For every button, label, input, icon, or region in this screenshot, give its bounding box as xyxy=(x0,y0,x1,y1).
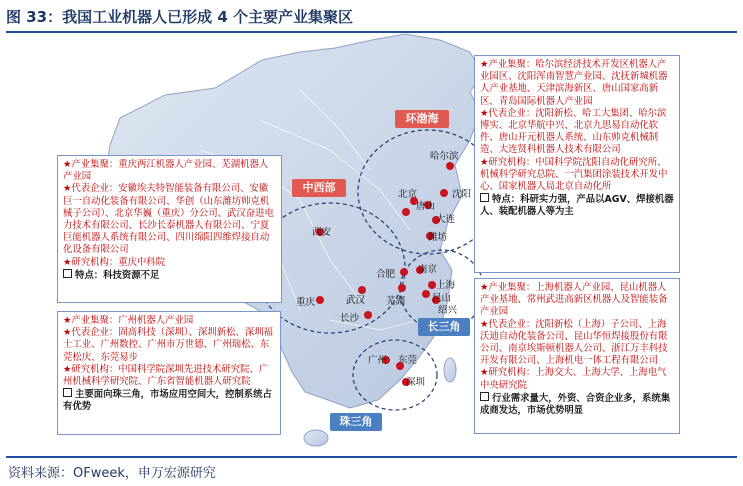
region-tag-central-west: 中西部 xyxy=(292,179,346,197)
marker-wuhu xyxy=(398,284,406,292)
city-label-wuhan: 武汉 xyxy=(346,295,366,306)
yrd-companies: 代表企业：沈阳新松（上海）子公司、上海沃迪自动化装备公司、昆山华恒焊接股份有限公司、南京埃斯顿机器人公司、浙江万丰科技开发有限公司、上海机电一体工程有限公司 xyxy=(480,318,668,367)
region-tag-yrd: 长三角 xyxy=(418,318,470,336)
marker-beijing-2 xyxy=(402,208,410,216)
city-label-kunshan: 昆山 xyxy=(432,293,452,304)
marker-chongqing xyxy=(316,296,324,304)
central-west-institutes: 研究机构：重庆中科院 xyxy=(71,256,166,268)
city-label-guangzhou: 广州 xyxy=(368,355,388,366)
city-label-wuhu: 芜湖 xyxy=(386,296,406,307)
marker-shenyang xyxy=(440,189,448,197)
yrd-cluster: 产业集聚：上海机器人产业园、昆山机器人产业基地、常州武进高新区机器人及智能装备产业园 xyxy=(480,282,668,318)
prd-feature: 主要面向珠三角，市场应用空间大，控制系统占有优势 xyxy=(63,389,272,413)
city-label-harbin: 哈尔滨 xyxy=(430,151,459,162)
hainan-shape xyxy=(304,430,328,446)
prd-info-box: ★产业集聚：广州机器人产业园 ★代表企业：固高科技（深圳）、深圳新松、深圳福士工业、广州数控、广州市万世德、广州瑞松、东莞松庆、东莞易步 ★研究机构：中国科学院深圳先进技术研究院、广州机械科学研究院、广东省智能机器人研究院 主要面向珠三角，市场应用空间大，控制系统占有优势 xyxy=(57,311,281,435)
city-label-beijing: 北京 xyxy=(398,189,418,200)
bohai-institutes: 研究机构：中国科学院沈阳自动化研究所、机械科学研究总院、一汽集团涂装技术开发中心、国家机器人局北京自动化所 xyxy=(480,156,668,193)
bohai-feature: 特点：科研实力强，产品以AGV、焊接机器人、装配机器人等为主 xyxy=(480,194,674,218)
yrd-feature: 行业需求量大，外资、合资企业多，系统集成商发达，市场优势明显 xyxy=(480,392,671,417)
prd-cluster: 产业集聚：广州机器人产业园 xyxy=(71,315,194,326)
taiwan-shape xyxy=(444,358,456,382)
city-label-chongqing: 重庆 xyxy=(296,297,316,308)
footer-rule xyxy=(6,456,737,458)
marker-hefei xyxy=(400,268,408,276)
figure-title: 图 33：我国工业机器人已形成 4 个主要产业集聚区 xyxy=(6,8,353,26)
city-label-weifang: 潍坊 xyxy=(428,232,448,243)
city-label-changsha: 长沙 xyxy=(340,313,360,324)
marker-shanghai xyxy=(428,281,436,289)
prd-companies: 代表企业：固高科技（深圳）、深圳新松、深圳福士工业、广州数控、广州市万世德、广州瑞松、东莞松庆、东莞易步 xyxy=(63,327,273,363)
city-label-shenyang: 沈阳 xyxy=(452,189,472,200)
region-tag-bohai: 环渤海 xyxy=(395,110,449,128)
marker-kunshan xyxy=(422,290,430,298)
source-note: 资料来源：OFweek，申万宏源研究 xyxy=(8,466,216,481)
marker-harbin xyxy=(446,162,454,170)
central-west-cluster: 产业集聚：重庆两江机器人产业园、芜湖机器人产业园 xyxy=(63,159,269,183)
bohai-companies: 代表企业：沈阳新松、哈工大集团、哈尔滨博实、北京华航中兴、北京九思易自动化软件、唐山开元机器人系统、山东帅克机械制造、大连贤科机器人技术有限公司 xyxy=(480,107,667,156)
marker-changsha xyxy=(364,311,372,319)
yrd-info-box: ★产业集聚：上海机器人产业园、昆山机器人产业基地、常州武进高新区机器人及智能装备产业园 ★代表企业：沈阳新松（上海）子公司、上海沃迪自动化装备公司、昆山华恒焊接股份有限公司、南京埃斯顿机器人公司、浙江万丰科技开发有限公司、上海机电一体工程有限公司 ★研究机构：上海交大、上海大学、上海电气中央研究院 行业需求量大，外资、合资企业多，系统集成商发达，市场优势明显 xyxy=(474,278,680,434)
central-west-info-box: ★产业集聚：重庆两江机器人产业园、芜湖机器人产业园 ★代表企业：安徽埃夫特智能装备有限公司、安徽巨一自动化装备有限公司、华创（山东潍坊帅克机械子公司）、北京华巍（重庆）分公司、武汉奋进电力技术有限公司、长沙长泰机器人有限公司、宁夏巨能机器人系统有限公司、四川绵阳四维焊接自动化设备有限公司 ★研究机构：重庆中科院 特点：科技资源不足 xyxy=(57,155,282,303)
central-west-feature: 特点：科技资源不足 xyxy=(75,269,160,281)
yrd-institutes: 研究机构：上海交大、上海大学、上海电气中央研究院 xyxy=(480,367,667,391)
city-label-shanghai: 上海 xyxy=(436,280,456,291)
city-label-tangshan: 唐山 xyxy=(416,201,436,212)
city-label-nanjing: 南京 xyxy=(418,264,438,275)
city-label-dalian: 大连 xyxy=(436,214,456,225)
central-west-companies: 代表企业：安徽埃夫特智能装备有限公司、安徽巨一自动化装备有限公司、华创（山东潍坊帅克机械子公司）、北京华巍（重庆）分公司、武汉奋进电力技术有限公司、长沙长泰机器人有限公司、宁夏巨能机器人系统有限公司、四川绵阳四维焊接自动化设备有限公司 xyxy=(63,183,274,256)
prd-institutes: 研究机构：中国科学院深圳先进技术研究院、广州机械科学研究院、广东省智能机器人研究院 xyxy=(63,363,269,388)
bohai-cluster: 产业集聚：哈尔滨经济技术开发区机器人产业园区、沈阳浑南智慧产业园、沈抚新城机器人产业基地、天津滨海新区、唐山国家高新区、青岛国际机器人产业园 xyxy=(480,59,668,107)
city-label-hefei: 合肥 xyxy=(376,269,396,280)
region-tag-prd: 珠三角 xyxy=(330,413,382,431)
city-label-xian: 西安 xyxy=(312,227,332,238)
bohai-info-box: ★产业集聚：哈尔滨经济技术开发区机器人产业园区、沈阳浑南智慧产业园、沈抚新城机器人产业基地、天津滨海新区、唐山国家高新区、青岛国际机器人产业园 ★代表企业：沈阳新松、哈工大集团、哈尔滨博实、北京华航中兴、北京九思易自动化软件、唐山开元机器人系统、山东帅克机械制造、大连贤科机器人技术有限公司 ★研究机构：中国科学院沈阳自动化研究所、机械科学研究总院、一汽集团涂装技术开发中心、国家机器人局北京自动化所 特点：科研实力强，产品以AGV、焊接机器人、装配机器人等为主 xyxy=(474,55,680,273)
city-label-shenzhen: 深圳 xyxy=(406,377,426,388)
city-label-dongguan: 东莞 xyxy=(398,355,418,366)
city-label-shaoxing: 绍兴 xyxy=(438,305,458,316)
